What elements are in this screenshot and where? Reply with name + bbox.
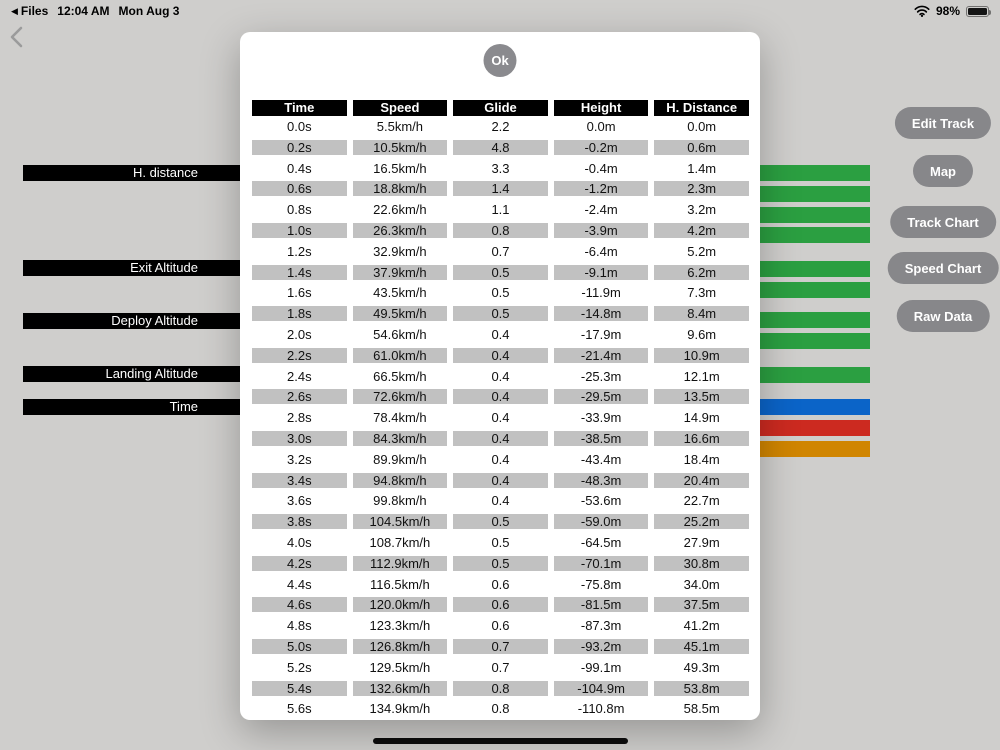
table-cell: 10.5km/h	[353, 140, 448, 155]
table-cell: 0.0m	[654, 119, 749, 134]
table-cell: 2.4s	[252, 369, 347, 384]
back-to-app-label: Files	[20, 4, 49, 18]
table-cell: 0.4	[453, 473, 548, 488]
table-cell: -70.1m	[554, 556, 649, 571]
table-cell: 123.3km/h	[353, 618, 448, 633]
table-cell: 1.4s	[252, 265, 347, 280]
table-cell: 0.5	[453, 514, 548, 529]
table-cell: 16.6m	[654, 431, 749, 446]
table-cell: 0.8	[453, 681, 548, 696]
table-cell: -1.2m	[554, 181, 649, 196]
bg-row-label-exit-altitude: Exit Altitude	[23, 260, 240, 276]
table-cell: 10.9m	[654, 348, 749, 363]
table-cell: 1.6s	[252, 285, 347, 300]
table-cell: 18.8km/h	[353, 181, 448, 196]
table-cell: 0.0s	[252, 119, 347, 134]
table-cell: 84.3km/h	[353, 431, 448, 446]
table-cell: 49.3m	[654, 660, 749, 675]
table-cell: 1.8s	[252, 306, 347, 321]
bg-row-label-deploy-altitude: Deploy Altitude	[23, 313, 240, 329]
table-cell: 0.4	[453, 452, 548, 467]
table-cell: -33.9m	[554, 410, 649, 425]
table-cell: 30.8m	[654, 556, 749, 571]
table-cell: 37.5m	[654, 597, 749, 612]
table-cell: 8.4m	[654, 306, 749, 321]
table-cell: 0.0m	[554, 119, 649, 134]
table-cell: 0.5	[453, 556, 548, 571]
table-cell: 32.9km/h	[353, 244, 448, 259]
table-cell: 27.9m	[654, 535, 749, 550]
table-cell: -0.4m	[554, 161, 649, 176]
table-cell: 0.8s	[252, 202, 347, 217]
bg-row-label-time: Time	[23, 399, 240, 415]
table-cell: 37.9km/h	[353, 265, 448, 280]
table-cell: -81.5m	[554, 597, 649, 612]
table-cell: 3.0s	[252, 431, 347, 446]
table-cell: 5.4s	[252, 681, 347, 696]
table-cell: 61.0km/h	[353, 348, 448, 363]
table-cell: 2.0s	[252, 327, 347, 342]
table-cell: -2.4m	[554, 202, 649, 217]
table-cell: 66.5km/h	[353, 369, 448, 384]
battery-percent: 98%	[935, 4, 960, 18]
table-cell: -11.9m	[554, 285, 649, 300]
green-value-bar	[758, 165, 870, 181]
table-cell: -38.5m	[554, 431, 649, 446]
table-cell: 2.8s	[252, 410, 347, 425]
battery-icon	[966, 6, 989, 17]
back-chevron-icon[interactable]	[7, 25, 27, 49]
green-value-bar	[758, 261, 870, 277]
table-cell: -64.5m	[554, 535, 649, 550]
table-cell: 134.9km/h	[353, 701, 448, 716]
wifi-icon	[914, 5, 930, 17]
table-cell: 1.0s	[252, 223, 347, 238]
table-cell: 14.9m	[654, 410, 749, 425]
table-cell: 3.2s	[252, 452, 347, 467]
table-cell: 0.5	[453, 535, 548, 550]
table-cell: -99.1m	[554, 660, 649, 675]
table-cell: 4.2m	[654, 223, 749, 238]
table-cell: 3.6s	[252, 493, 347, 508]
table-cell: -9.1m	[554, 265, 649, 280]
table-cell: 129.5km/h	[353, 660, 448, 675]
table-body	[252, 119, 749, 716]
green-value-bar	[758, 207, 870, 223]
column-header-glide: Glide	[453, 100, 548, 116]
table-cell: 2.6s	[252, 389, 347, 404]
table-cell: 0.2s	[252, 140, 347, 155]
table-cell: 49.5km/h	[353, 306, 448, 321]
table-cell: -6.4m	[554, 244, 649, 259]
table-cell: -59.0m	[554, 514, 649, 529]
table-cell: -93.2m	[554, 639, 649, 654]
green-value-bar	[758, 282, 870, 298]
table-cell: 20.4m	[654, 473, 749, 488]
table-cell: -29.5m	[554, 389, 649, 404]
table-cell: -104.9m	[554, 681, 649, 696]
table-cell: 43.5km/h	[353, 285, 448, 300]
table-cell: 0.7	[453, 639, 548, 654]
table-cell: 9.6m	[654, 327, 749, 342]
column-header-height: Height	[554, 100, 649, 116]
table-cell: 120.0km/h	[353, 597, 448, 612]
table-cell: 78.4km/h	[353, 410, 448, 425]
red-value-bar	[758, 420, 870, 436]
table-cell: 3.4s	[252, 473, 347, 488]
orange-value-bar	[758, 441, 870, 457]
column-header-time: Time	[252, 100, 347, 116]
table-cell: 0.4s	[252, 161, 347, 176]
green-value-bar	[758, 186, 870, 202]
map-button[interactable]: Map	[913, 155, 973, 187]
status-date: Mon Aug 3	[118, 4, 180, 18]
table-cell: 6.2m	[654, 265, 749, 280]
table-cell: -17.9m	[554, 327, 649, 342]
table-cell: 99.8km/h	[353, 493, 448, 508]
table-cell: 1.4	[453, 181, 548, 196]
edit-track-button[interactable]: Edit Track	[895, 107, 991, 139]
table-cell: -87.3m	[554, 618, 649, 633]
raw-data-dialog	[240, 32, 760, 720]
table-cell: -53.6m	[554, 493, 649, 508]
table-cell: 0.4	[453, 369, 548, 384]
table-cell: 0.8	[453, 223, 548, 238]
table-cell: -3.9m	[554, 223, 649, 238]
table-cell: 89.9km/h	[353, 452, 448, 467]
table-cell: 1.2s	[252, 244, 347, 259]
table-cell: 7.3m	[654, 285, 749, 300]
table-cell: 2.2s	[252, 348, 347, 363]
table-cell: 0.4	[453, 410, 548, 425]
table-cell: 4.8s	[252, 618, 347, 633]
table-cell: 108.7km/h	[353, 535, 448, 550]
table-cell: 16.5km/h	[353, 161, 448, 176]
table-cell: -48.3m	[554, 473, 649, 488]
green-value-bar	[758, 333, 870, 349]
table-cell: 54.6km/h	[353, 327, 448, 342]
table-cell: 41.2m	[654, 618, 749, 633]
ok-button[interactable]: Ok	[484, 44, 517, 77]
track-chart-button[interactable]: Track Chart	[890, 206, 996, 238]
table-cell: 0.6m	[654, 140, 749, 155]
back-to-app-indicator[interactable]	[11, 4, 48, 18]
table-cell: 45.1m	[654, 639, 749, 654]
table-cell: 94.8km/h	[353, 473, 448, 488]
column-header-speed: Speed	[353, 100, 448, 116]
table-cell: -21.4m	[554, 348, 649, 363]
table-cell: 0.4	[453, 348, 548, 363]
table-cell: 4.0s	[252, 535, 347, 550]
table-cell: 5.2s	[252, 660, 347, 675]
table-cell: 0.6	[453, 618, 548, 633]
table-cell: -110.8m	[554, 701, 649, 716]
table-cell: 2.2	[453, 119, 548, 134]
table-cell: 58.5m	[654, 701, 749, 716]
table-cell: 5.5km/h	[353, 119, 448, 134]
status-bar	[0, 0, 1000, 22]
table-cell: -14.8m	[554, 306, 649, 321]
table-cell: 22.6km/h	[353, 202, 448, 217]
table-cell: 0.6	[453, 597, 548, 612]
table-cell: 0.6s	[252, 181, 347, 196]
table-cell: 132.6km/h	[353, 681, 448, 696]
table-cell: 4.8	[453, 140, 548, 155]
table-cell: 3.3	[453, 161, 548, 176]
table-cell: 22.7m	[654, 493, 749, 508]
table-cell: 13.5m	[654, 389, 749, 404]
table-cell: 4.4s	[252, 577, 347, 592]
table-cell: 0.5	[453, 265, 548, 280]
bg-row-label-landing-altitude: Landing Altitude	[23, 366, 240, 382]
table-cell: 2.3m	[654, 181, 749, 196]
table-cell: 72.6km/h	[353, 389, 448, 404]
column-header-h-distance: H. Distance	[654, 100, 749, 116]
green-value-bar	[758, 227, 870, 243]
table-cell: 0.7	[453, 660, 548, 675]
table-cell: -43.4m	[554, 452, 649, 467]
table-cell: 3.8s	[252, 514, 347, 529]
table-cell: 4.6s	[252, 597, 347, 612]
table-cell: -0.2m	[554, 140, 649, 155]
table-cell: 0.6	[453, 577, 548, 592]
table-cell: 104.5km/h	[353, 514, 448, 529]
table-cell: 0.7	[453, 244, 548, 259]
table-cell: 18.4m	[654, 452, 749, 467]
back-to-app-triangle-icon: ◀	[11, 5, 18, 16]
table-cell: 5.0s	[252, 639, 347, 654]
table-cell: 4.2s	[252, 556, 347, 571]
table-cell: 34.0m	[654, 577, 749, 592]
status-time: 12:04 AM	[57, 4, 110, 18]
table-cell: 0.8	[453, 701, 548, 716]
table-cell: 5.6s	[252, 701, 347, 716]
table-header-row	[252, 100, 749, 116]
table-cell: 112.9km/h	[353, 556, 448, 571]
table-cell: 53.8m	[654, 681, 749, 696]
home-indicator[interactable]	[373, 738, 628, 744]
table-cell: 0.4	[453, 431, 548, 446]
speed-chart-button[interactable]: Speed Chart	[888, 252, 999, 284]
table-cell: -75.8m	[554, 577, 649, 592]
table-cell: 0.4	[453, 493, 548, 508]
table-cell: 0.5	[453, 306, 548, 321]
table-cell: 25.2m	[654, 514, 749, 529]
green-value-bar	[758, 312, 870, 328]
table-cell: 1.1	[453, 202, 548, 217]
bg-row-label-h-distance: H. distance	[23, 165, 240, 181]
raw-data-button[interactable]: Raw Data	[897, 300, 990, 332]
table-cell: 5.2m	[654, 244, 749, 259]
table-cell: 0.4	[453, 389, 548, 404]
table-cell: 0.5	[453, 285, 548, 300]
table-cell: 0.4	[453, 327, 548, 342]
table-cell: 3.2m	[654, 202, 749, 217]
table-cell: 126.8km/h	[353, 639, 448, 654]
table-cell: -25.3m	[554, 369, 649, 384]
blue-value-bar	[758, 399, 870, 415]
table-cell: 26.3km/h	[353, 223, 448, 238]
table-cell: 1.4m	[654, 161, 749, 176]
table-cell: 116.5km/h	[353, 577, 448, 592]
green-value-bar	[758, 367, 870, 383]
table-cell: 12.1m	[654, 369, 749, 384]
